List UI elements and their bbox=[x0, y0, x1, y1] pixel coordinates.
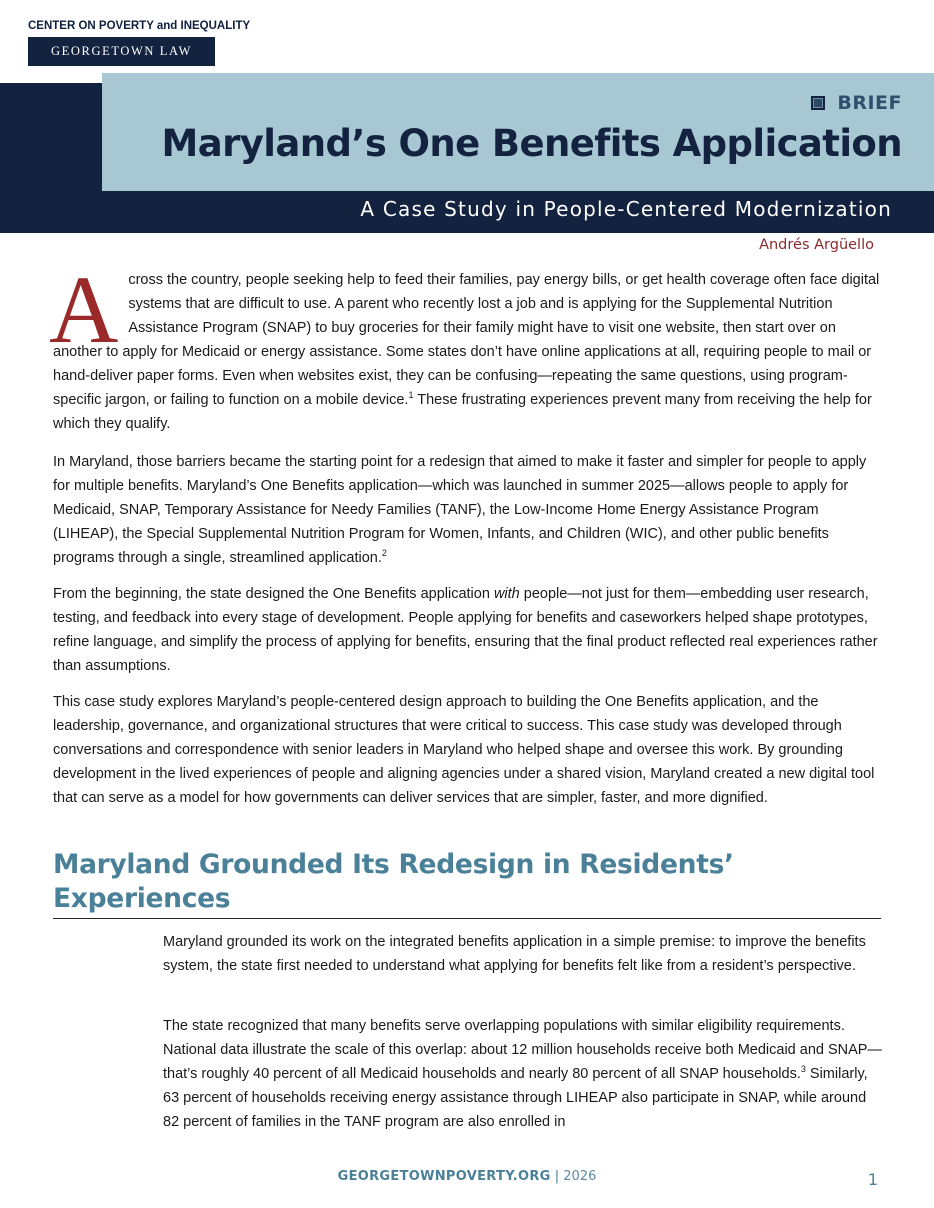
brief-tag bbox=[811, 92, 902, 114]
footnote-ref[interactable]: 1 bbox=[408, 390, 414, 401]
paragraph-text: From the beginning, the state designed the One Benefits application bbox=[53, 586, 494, 602]
footnote-ref[interactable]: 3 bbox=[800, 1064, 806, 1075]
emphasis-text: with bbox=[493, 586, 520, 602]
org-logo-box: GEORGETOWN LAW bbox=[28, 37, 215, 66]
paragraph-text: Similarly, 63 percent of households receiving energy assistance through LIHEAP also participate in SNAP, while around 82 percent of families in the TANF program are also enrolled in bbox=[163, 1066, 868, 1130]
footer-year: 2026 bbox=[563, 1169, 597, 1184]
paragraph-text: people—not just for them—embedding user research, testing, and feedback into every stage of development. People applying for benefits and caseworkers helped shape prototypes, refine language, and simplify the process of applying for benefits, ensuring that the final product reflected real experiences rather than assumptions. bbox=[53, 586, 878, 674]
paragraph-text: The state recognized that many benefits serve overlapping populations with similar eligibility requirements. National data illustrate the scale of this overlap: about 12 million households receive both Medicaid and SNAP—that’s roughly 40 percent of all Medicaid households and nearly 80 percent of all SNAP households. bbox=[163, 1018, 882, 1082]
page-number: 1 bbox=[867, 1170, 878, 1189]
paragraph-text: In Maryland, those barriers became the starting point for a redesign that aimed to make it faster and simpler for people to apply for multiple benefits. Maryland’s One Benefits application—which was launched in summer 2025—allows people to apply for Medicaid, SNAP, Temporary Assistance for Needy Families (TANF), the Low-Income Home Energy Assistance Program (LIHEAP), the Special Supplemental Nutrition Program for Women, Infants, and Children (WIC), and other public benefits programs through a single, streamlined application. bbox=[53, 454, 867, 566]
footnote-ref[interactable]: 2 bbox=[381, 548, 387, 559]
paragraph-text: cross the country, people seeking help to feed their families, pay energy bills, or get health coverage often face digital systems that are difficult to use. A parent who recently lost a job and is applying for the Supplemental Nutrition Assistance Program (SNAP) to buy groceries for their family might have to visit one website, then start over on another to apply for Medicaid or energy assistance. Some states don’t have online applications at all, requiring people to mail or hand-deliver paper forms. Even when websites exist, they can be confusing—repeating the same questions, using program-specific jargon, or failing to function on a mobile device. bbox=[53, 272, 880, 408]
footer-site-link[interactable]: GEORGETOWNPOVERTY.ORG bbox=[337, 1169, 551, 1184]
paragraph-text: This case study explores Maryland’s people-centered design approach to building the One Benefits application, and the leadership, governance, and organizational structures that were critical to success. This case study was developed through conversations and correspondence with senior leaders in Maryland who helped shape and oversee this work. By grounding development in the lived experiences of people and aligning agencies under a shared vision, Maryland created a new digital tool that can serve as a model for how governments can deliver services that are simpler, faster, and more dignified. bbox=[53, 694, 875, 806]
page-footer bbox=[0, 1169, 934, 1184]
page-subtitle: A Case Study in People-Centered Modernization bbox=[360, 197, 892, 221]
brief-label: BRIEF bbox=[837, 92, 902, 114]
drop-cap: A bbox=[49, 256, 119, 363]
square-icon bbox=[811, 96, 825, 110]
paragraph-case-study bbox=[53, 690, 881, 810]
section-heading: Maryland Grounded Its Redesign in Residents’ Experiences bbox=[53, 848, 881, 919]
paragraph-beginning bbox=[53, 582, 881, 678]
paragraph-intro bbox=[49, 256, 881, 436]
author-name: Andrés Argüello bbox=[759, 237, 874, 253]
paragraph-premise bbox=[163, 930, 883, 978]
page-title: Maryland’s One Benefits Application bbox=[161, 122, 902, 165]
paragraph-overlap bbox=[163, 1014, 883, 1134]
org-name: CENTER ON POVERTY and INEQUALITY bbox=[28, 20, 251, 32]
paragraph-maryland bbox=[53, 450, 881, 570]
footer-separator: | bbox=[550, 1169, 564, 1184]
paragraph-text: These frustrating experiences prevent many from receiving the help for which they qualify. bbox=[53, 392, 872, 432]
paragraph-text: Maryland grounded its work on the integrated benefits application in a simple premise: to improve the benefits system, the state first needed to understand what applying for benefits felt like from a resident’s perspective. bbox=[163, 934, 866, 974]
